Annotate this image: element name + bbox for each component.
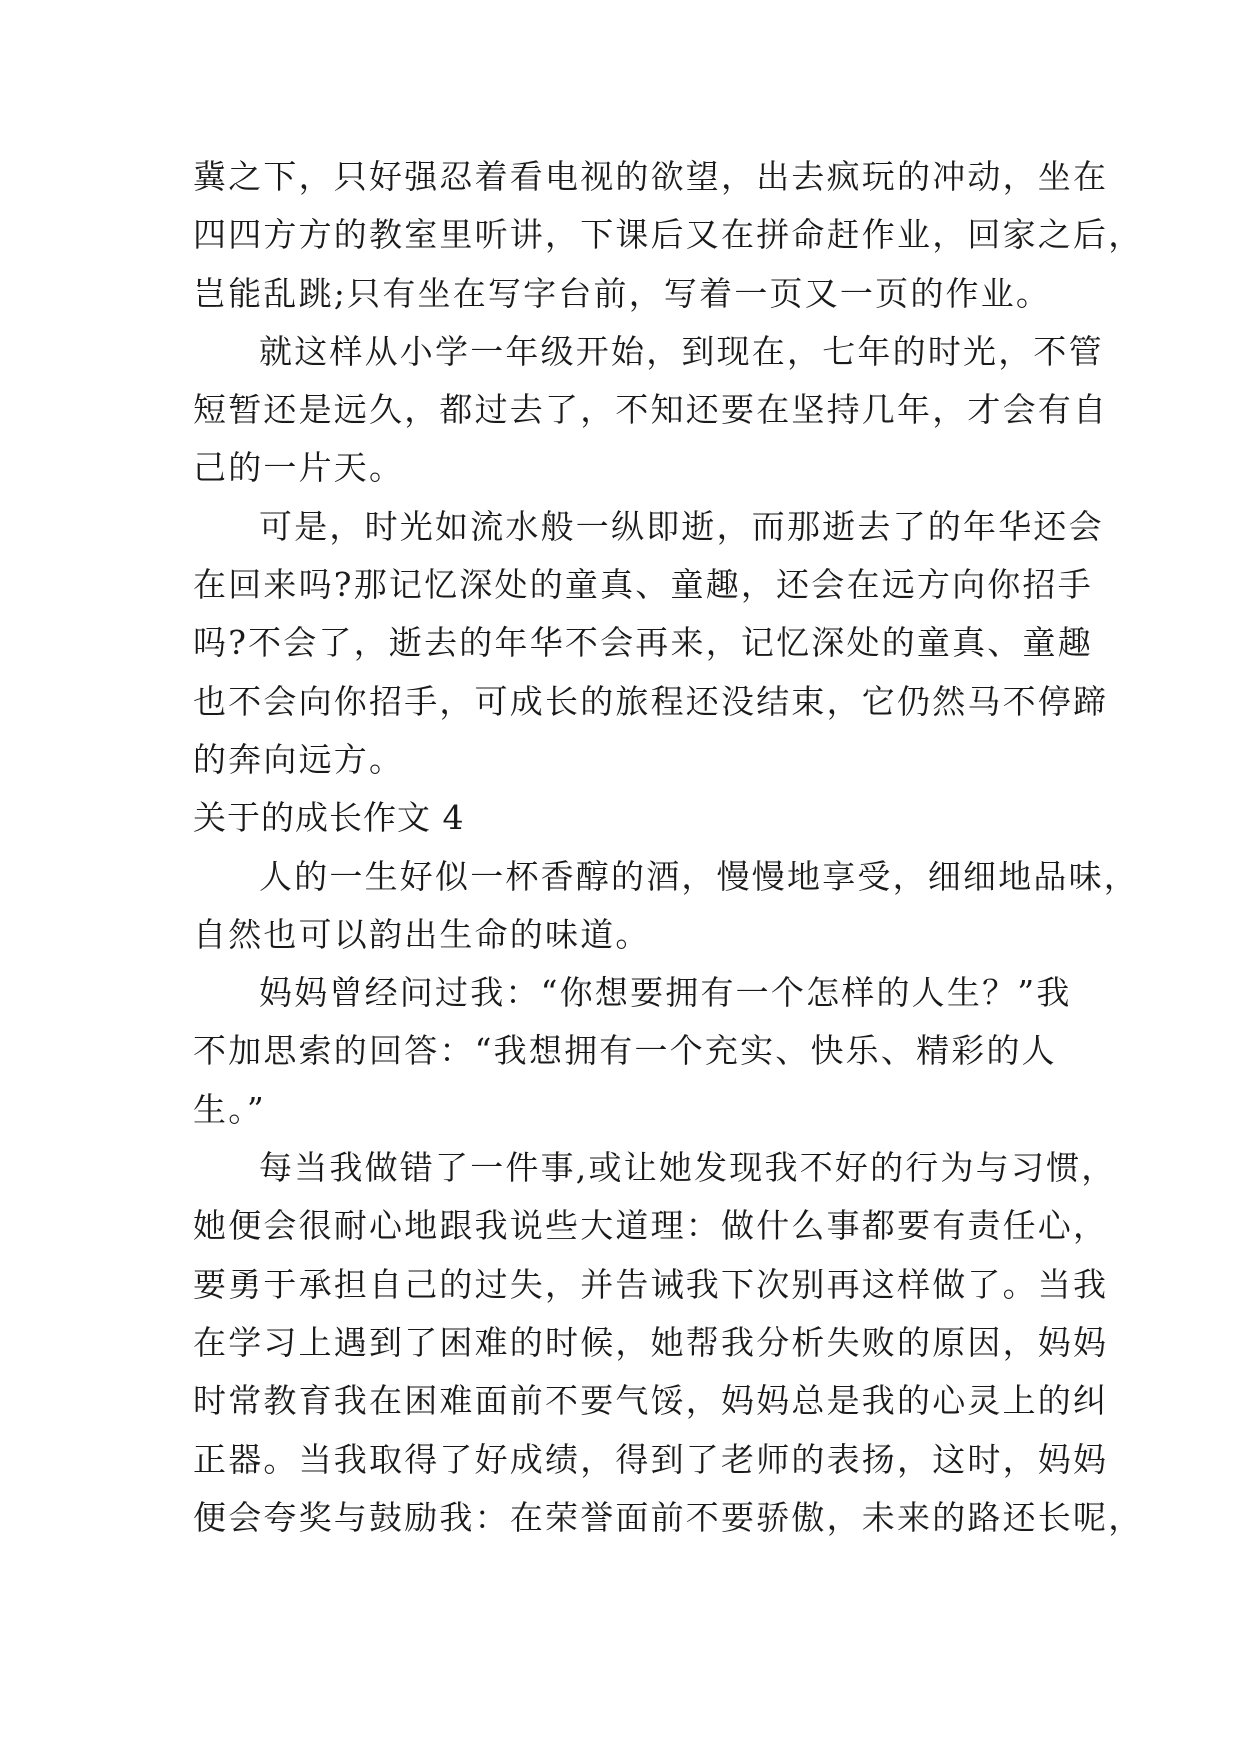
- text-line: 自然也可以韵出生命的味道。: [193, 914, 651, 954]
- text-line: 时常教育我在困难面前不要气馁，妈妈总是我的心灵上的纠: [193, 1381, 1109, 1421]
- text-line: 短暂还是远久，都过去了，不知还要在坚持几年，才会有自: [193, 390, 1109, 430]
- paragraph-first-line: 妈妈曾经问过我：“你想要拥有一个怎样的人生？”我: [259, 973, 1072, 1013]
- document-page: [193, 148, 1144, 1547]
- text-line: 在回来吗?那记忆深处的童真、童趣，还会在远方向你招手: [193, 565, 1093, 605]
- text-line: 吗?不会了，逝去的年华不会再来，记忆深处的童真、童趣: [193, 623, 1093, 663]
- text-line: 在学习上遇到了困难的时候，她帮我分析失败的原因，妈妈: [193, 1322, 1109, 1362]
- paragraph-first-line: 就这样从小学一年级开始，到现在，七年的时光，不管: [259, 331, 1104, 371]
- text-line: 也不会向你招手，可成长的旅程还没结束，它仍然马不停蹄: [193, 681, 1109, 721]
- text-line: 便会夸奖与鼓励我：在荣誉面前不要骄傲，未来的路还长呢，: [193, 1497, 1144, 1537]
- paragraph-first-line: 每当我做错了一件事,或让她发现我不好的行为与习惯，: [259, 1148, 1117, 1188]
- text-line: 己的一片天。: [193, 448, 405, 488]
- paragraph-first-line: 可是，时光如流水般一纵即逝，而那逝去了的年华还会: [259, 506, 1104, 546]
- text-line: 生。”: [193, 1089, 266, 1129]
- section-heading: 关于的成长作文 4: [193, 798, 465, 838]
- text-line: 正器。当我取得了好成绩，得到了老师的表扬，这时，妈妈: [193, 1439, 1109, 1479]
- text-line: 岂能乱跳;只有坐在写字台前，写着一页又一页的作业。: [193, 273, 1052, 313]
- text-line: 的奔向远方。: [193, 739, 405, 779]
- text-line: 她便会很耐心地跟我说些大道理：做什么事都要有责任心，: [193, 1206, 1109, 1246]
- text-line: 四四方方的教室里听讲，下课后又在拼命赶作业，回家之后，: [193, 215, 1144, 255]
- text-line: 不加思索的回答：“我想拥有一个充实、快乐、精彩的人: [193, 1031, 1057, 1071]
- text-line: 要勇于承担自己的过失，并告诫我下次别再这样做了。当我: [193, 1264, 1109, 1304]
- paragraph-first-line: 人的一生好似一杯香醇的酒，慢慢地享受，细细地品味，: [259, 856, 1139, 896]
- text-line: 冀之下，只好强忍着看电视的欲望，出去疯玩的冲动，坐在: [193, 157, 1109, 196]
